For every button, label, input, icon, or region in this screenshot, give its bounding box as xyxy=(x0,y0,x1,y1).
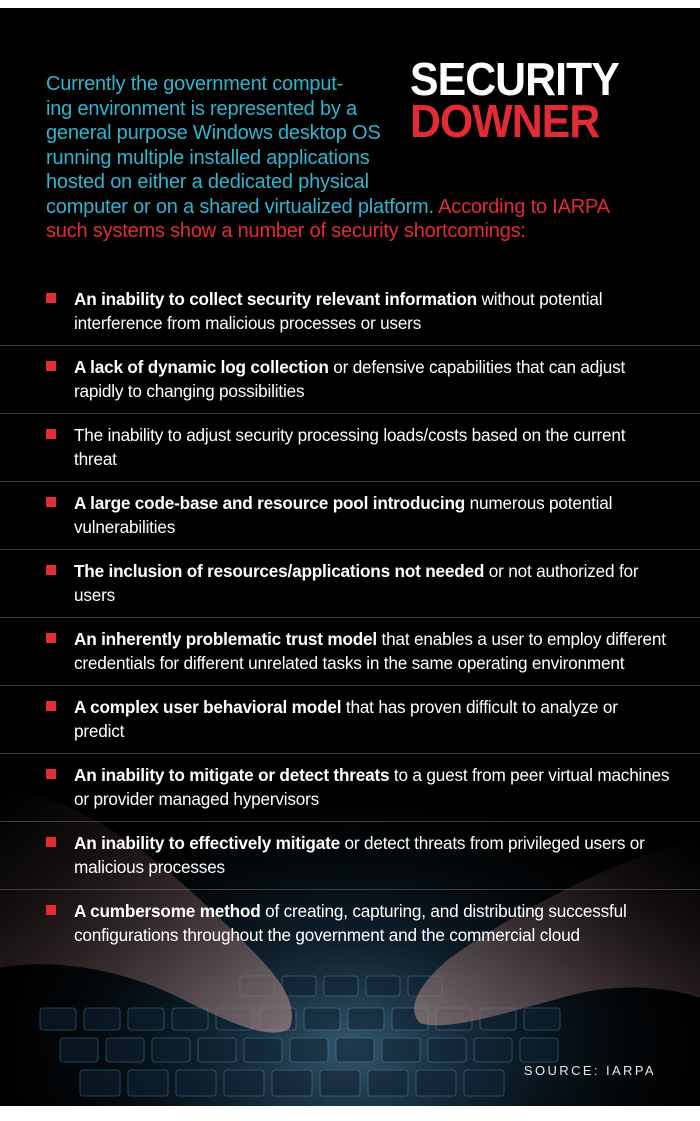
list-item xyxy=(0,822,700,890)
item-bold-text: An inherently problematic trust model xyxy=(74,629,377,649)
list-item xyxy=(0,686,700,754)
red-square-bullet-icon xyxy=(46,497,56,507)
item-text: that has proven difficult to analyze or predict xyxy=(74,697,618,741)
source-credit: SOURCE: IARPA xyxy=(523,1063,656,1078)
item-text: The inability to adjust security processing loads/costs based on the current threat xyxy=(74,425,626,469)
intro-line: hosted on either a dedicated physical xyxy=(46,171,369,193)
item-bold-text: An inability to collect security relevant information xyxy=(74,289,477,309)
list-item xyxy=(0,414,700,482)
intro-line: ing environment is represented by a xyxy=(46,97,357,120)
red-square-bullet-icon xyxy=(46,633,56,643)
list-item xyxy=(0,890,700,957)
list-item xyxy=(0,618,700,686)
intro-red-text: According to IARPA such systems show a number of security shortcomings: xyxy=(46,195,609,242)
intro-paragraph xyxy=(46,72,646,244)
red-square-bullet-icon xyxy=(46,905,56,915)
item-text: or detect threats from privileged users or malicious processes xyxy=(74,833,645,877)
item-bold-text: The inclusion of resources/applications not needed xyxy=(74,561,485,581)
red-square-bullet-icon xyxy=(46,837,56,847)
item-bold-text: A cumbersome method xyxy=(74,901,261,921)
item-bold-text: A lack of dynamic log collection xyxy=(74,357,329,377)
list-item xyxy=(0,754,700,822)
intro-line: general purpose Windows desktop OS xyxy=(46,122,381,144)
list-item xyxy=(0,550,700,618)
intro-line: running multiple installed applications xyxy=(46,146,370,169)
list-item xyxy=(0,482,700,550)
title-line-downer: DOWNER xyxy=(410,95,600,147)
item-text: or not authorized for users xyxy=(74,561,639,605)
title-line-security: SECURITY xyxy=(410,53,619,105)
red-square-bullet-icon xyxy=(46,429,56,439)
infographic-panel xyxy=(0,8,700,1106)
item-bold-text: A complex user behavioral model xyxy=(74,697,342,717)
item-bold-text: A large code-base and resource pool introducing xyxy=(74,493,466,513)
intro-line: Currently the government comput- xyxy=(46,73,344,95)
red-square-bullet-icon xyxy=(46,361,56,371)
item-text: or defensive capabilities that can adjust rapidly to changing possibilities xyxy=(74,357,626,401)
item-text: that enables a user to employ different credentials for different unrelated tasks in the same operating environment xyxy=(74,629,666,673)
item-text: to a guest from peer virtual machines or provider managed hypervisors xyxy=(74,765,670,809)
red-square-bullet-icon xyxy=(46,701,56,711)
red-square-bullet-icon xyxy=(46,293,56,303)
item-bold-text: An inability to effectively mitigate xyxy=(74,833,340,853)
item-bold-text: An inability to mitigate or detect threats xyxy=(74,765,390,785)
item-text: numerous potential vulnerabilities xyxy=(74,493,613,537)
red-square-bullet-icon xyxy=(46,769,56,779)
red-square-bullet-icon xyxy=(46,565,56,575)
shortcomings-list xyxy=(0,278,700,957)
item-text: of creating, capturing, and distributing successful configurations throughout the government and the commercial cloud xyxy=(74,901,627,945)
intro-line-wide: computer or on a shared virtualized platform. xyxy=(46,195,434,218)
list-item xyxy=(0,346,700,414)
item-text: without potential interference from malicious processes or users xyxy=(74,289,603,333)
list-item xyxy=(0,278,700,346)
